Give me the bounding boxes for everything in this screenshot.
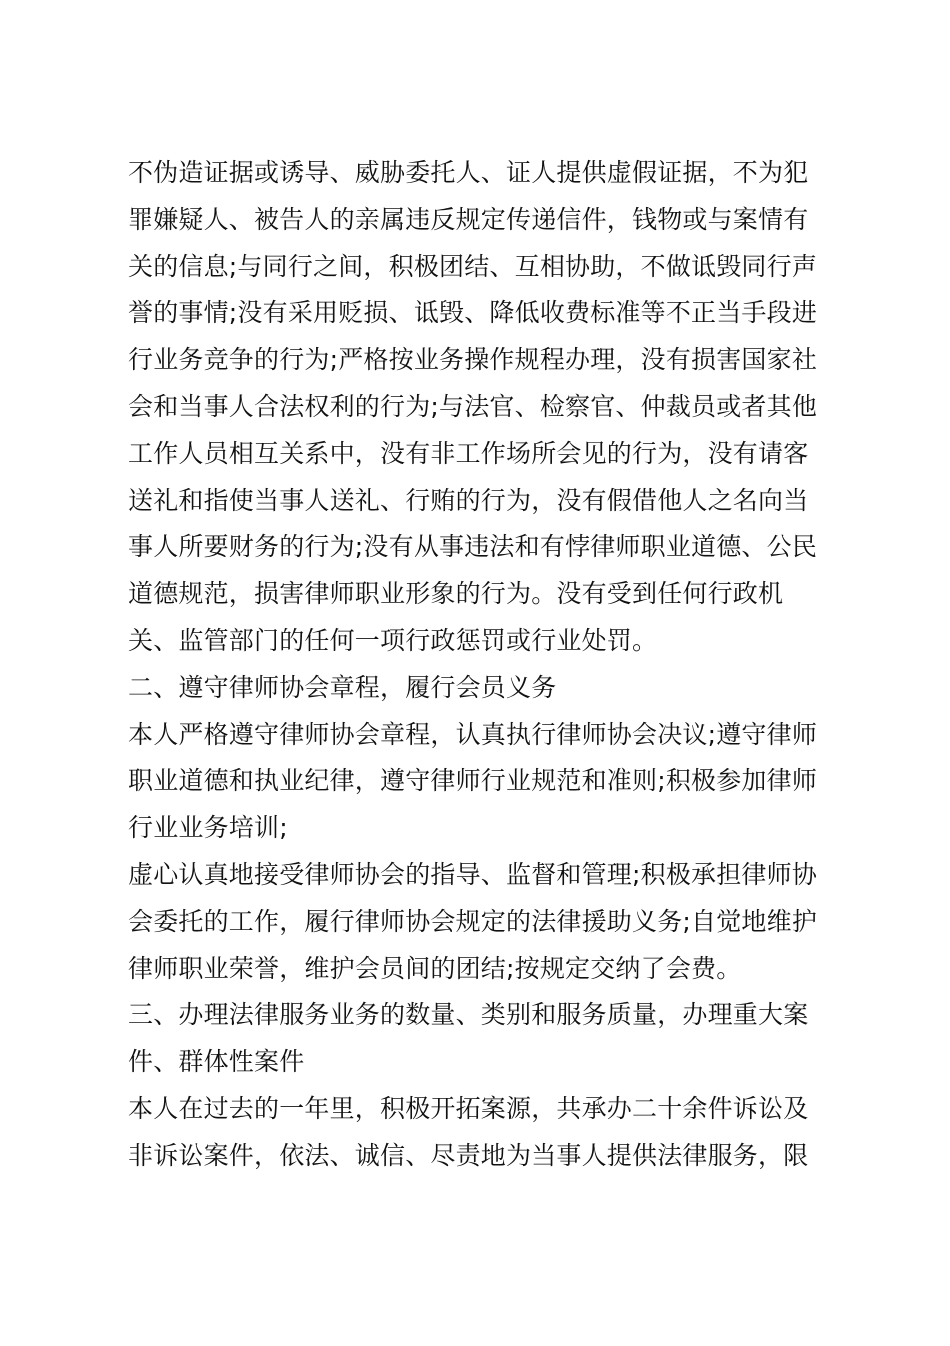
text-line: 律师职业荣誉，维护会员间的团结;按规定交纳了会费。 (128, 953, 742, 983)
section-heading: 二、遵守律师协会章程，履行会员义务 (128, 672, 557, 702)
text-line: 事人所要财务的行为;没有从事违法和有悖律师职业道德、公民 (128, 532, 818, 562)
text-line: 会委托的工作，履行律师协会规定的法律援助义务;自觉地维护 (128, 906, 818, 936)
text-line: 罪嫌疑人、被告人的亲属违反规定传递信件，钱物或与案情有 (128, 204, 809, 234)
text-line: 不伪造证据或诱导、威胁委托人、证人提供虚假证据，不为犯 (128, 158, 809, 187)
text-line: 本人严格遵守律师协会章程，认真执行律师协会决议;遵守律师 (128, 719, 818, 749)
body-text (128, 150, 848, 1180)
text-line: 非诉讼案件，依法、诚信、尽责地为当事人提供法律服务，限 (128, 1140, 809, 1170)
section-heading: 三、办理法律服务业务的数量、类别和服务质量，办理重大案 (128, 1000, 809, 1030)
text-line: 本人在过去的一年里，积极开拓案源，共承办二十余件诉讼及 (128, 1093, 809, 1123)
text-line: 誉的事情;没有采用贬损、诋毁、降低收费标准等不正当手段进 (128, 298, 818, 328)
text-line: 职业道德和执业纪律，遵守律师行业规范和准则;积极参加律师 (128, 766, 818, 796)
section-heading: 件、群体性案件 (128, 1047, 305, 1077)
text-line: 道德规范，损害律师职业形象的行为。没有受到任何行政机 (128, 579, 784, 609)
text-line: 行业业务培训; (128, 813, 288, 843)
text-line: 关的信息;与同行之间，积极团结、互相协助，不做诋毁同行声 (128, 251, 818, 281)
text-line: 会和当事人合法权利的行为;与法官、检察官、仲裁员或者其他 (128, 391, 818, 421)
text-line: 工作人员相互关系中，没有非工作场所会见的行为，没有请客 (128, 438, 809, 468)
text-line: 关、监管部门的任何一项行政惩罚或行业处罚。 (128, 625, 658, 655)
text-line: 送礼和指使当事人送礼、行贿的行为，没有假借他人之名向当 (128, 485, 809, 515)
text-line: 行业务竞争的行为;严格按业务操作规程办理，没有损害国家社 (128, 345, 818, 375)
text-line: 虚心认真地接受律师协会的指导、监督和管理;积极承担律师协 (128, 859, 818, 889)
